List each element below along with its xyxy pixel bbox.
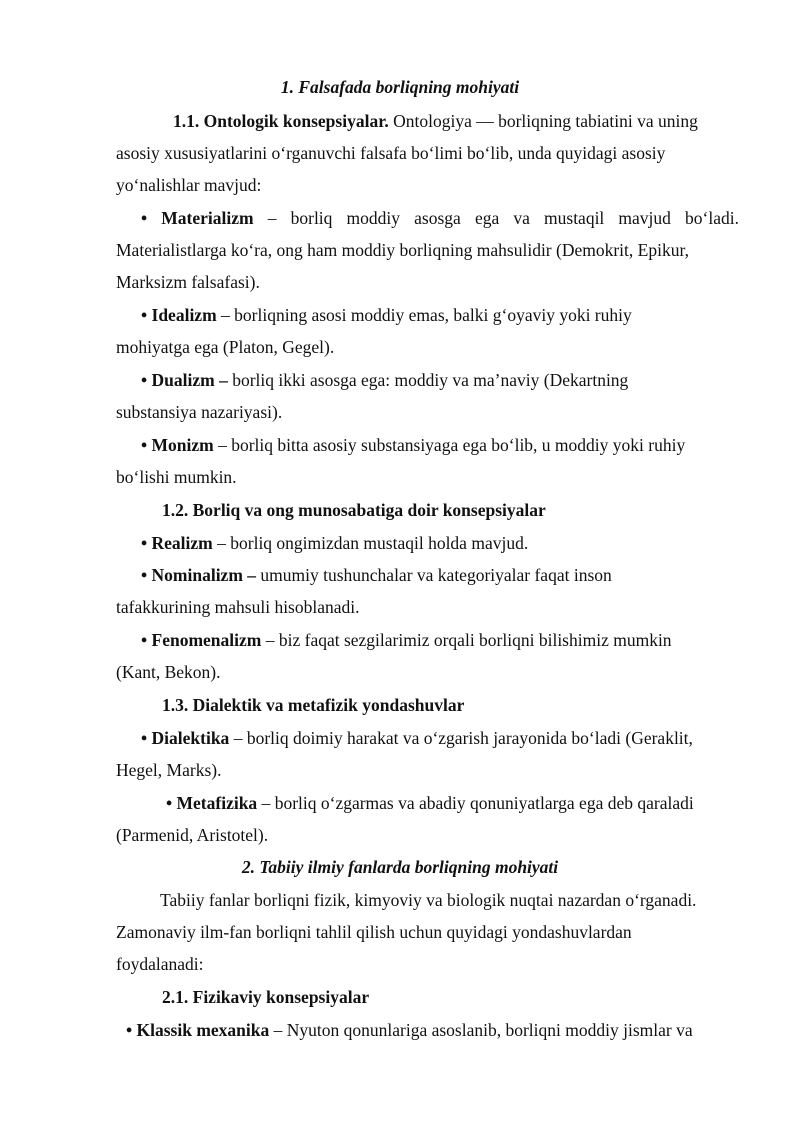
bullet-icon: • xyxy=(166,793,173,813)
section-heading-1: 1. Falsafada borliqning mohiyati xyxy=(280,77,520,97)
bullet-icon: • xyxy=(141,305,148,325)
paragraph-line: bo‘lishi mumkin. xyxy=(116,467,237,487)
list-item: • Dialektika – borliq doimiy harakat va o‘zgarish jarayonida bo‘ladi (Geraklit, xyxy=(141,728,693,748)
subsection-title: 2.1. Fizikaviy konsepsiyalar xyxy=(162,987,370,1007)
list-item: • Materializm – borliq moddiy asosga ega va mustaqil mavjud bo‘ladi. xyxy=(141,208,739,228)
paragraph-line: asosiy xususiyatlarini o‘rganuvchi falsafa bo‘limi bo‘lib, unda quyidagi asosiy xyxy=(116,143,666,163)
bullet-icon: • xyxy=(126,1020,133,1040)
subsection-title: 1.2. Borliq va ong munosabatiga doir konsepsiyalar xyxy=(162,500,546,520)
bullet-icon: • xyxy=(141,533,148,553)
list-item: • Metafizika – borliq o‘zgarmas va abadiy qonuniyatlarga ega deb qaraladi xyxy=(166,793,694,813)
list-item: • Fenomenalizm – biz faqat sezgilarimiz orqali borliqni bilishimiz mumkin xyxy=(141,630,672,650)
paragraph-line: substansiya nazariyasi). xyxy=(116,402,283,422)
bullet-icon: • xyxy=(141,728,148,748)
bullet-icon: • xyxy=(141,208,148,228)
list-item: • Realizm – borliq ongimizdan mustaqil holda mavjud. xyxy=(141,533,529,553)
bullet-icon: • xyxy=(141,435,148,455)
paragraph-line: foydalanadi: xyxy=(116,954,204,974)
section-heading-2: 2. Tabiiy ilmiy fanlarda borliqning mohiyati xyxy=(241,857,559,877)
bullet-icon: • xyxy=(141,630,148,650)
paragraph-line: Zamonaviy ilm-fan borliqni tahlil qilish uchun quyidagi yondashuvlardan xyxy=(116,922,632,942)
paragraph-line: (Parmenid, Aristotel). xyxy=(116,825,269,845)
list-item: • Klassik mexanika – Nyuton qonunlariga asoslanib, borliqni moddiy jismlar va xyxy=(126,1020,693,1040)
paragraph-line: yo‘nalishlar mavjud: xyxy=(116,175,262,195)
paragraph-line: 1.1. Ontologik konsepsiyalar. Ontologiya — borliqning tabiatini va uning xyxy=(173,111,698,131)
subsection-title: 1.3. Dialektik va metafizik yondashuvlar xyxy=(162,695,465,715)
paragraph-line: mohiyatga ega (Platon, Gegel). xyxy=(116,337,335,357)
paragraph-line: (Kant, Bekon). xyxy=(116,662,221,682)
paragraph-line: Tabiiy fanlar borliqni fizik, kimyoviy va biologik nuqtai nazardan o‘rganadi. xyxy=(160,890,697,910)
list-item: • Monizm – borliq bitta asosiy substansiyaga ega bo‘lib, u moddiy yoki ruhiy xyxy=(141,435,686,455)
bullet-icon: • xyxy=(141,565,148,585)
list-item: • Idealizm – borliqning asosi moddiy emas, balki g‘oyaviy yoki ruhiy xyxy=(141,305,632,325)
paragraph-line: Marksizm falsafasi). xyxy=(116,272,260,292)
subsection-title: 1.1. Ontologik konsepsiyalar. xyxy=(173,111,389,131)
paragraph-line: tafakkurining mahsuli hisoblanadi. xyxy=(116,597,360,617)
list-item: • Nominalizm – umumiy tushunchalar va kategoriyalar faqat inson xyxy=(141,565,612,585)
paragraph-line: Hegel, Marks). xyxy=(116,760,222,780)
list-item: • Dualizm – borliq ikki asosga ega: moddiy va ma’naviy (Dekartning xyxy=(141,370,629,390)
paragraph-line: Materialistlarga ko‘ra, ong ham moddiy borliqning mahsulidir (Demokrit, Epikur, xyxy=(116,240,689,260)
bullet-icon: • xyxy=(141,370,148,390)
